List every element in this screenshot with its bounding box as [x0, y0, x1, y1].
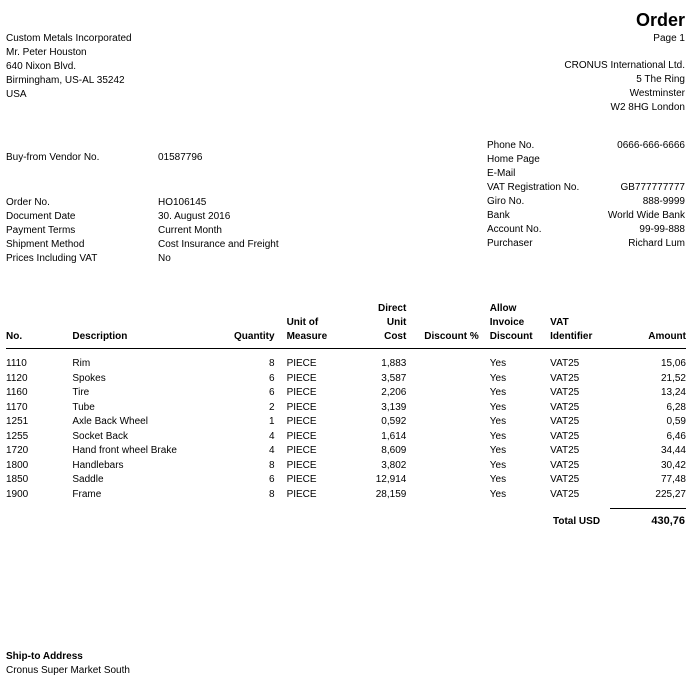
col-direct-unit-cost: Direct Unit Cost — [360, 302, 406, 349]
line-discount — [406, 444, 478, 459]
line-discount — [406, 372, 478, 387]
purchaser-value: Richard Lum — [628, 238, 685, 249]
line-quantity: 8 — [269, 358, 275, 369]
line-vat-identifier: VAT25 — [550, 459, 580, 471]
line-unit-of-measure: PIECE — [286, 459, 317, 471]
line-direct-unit-cost: 28,159 — [375, 488, 407, 500]
email-label: E-Mail — [487, 168, 516, 179]
giro-value: 888-9999 — [642, 196, 685, 207]
line-description: Frame — [72, 488, 102, 500]
line-direct-unit-cost: 0,592 — [381, 416, 407, 427]
col-no: No. — [6, 302, 72, 349]
company-address-line: 5 The Ring — [636, 74, 685, 85]
line-direct-unit-cost: 3,802 — [381, 459, 407, 471]
table-row — [6, 386, 686, 401]
line-quantity: 4 — [269, 445, 275, 456]
payment-terms-value: Current Month — [158, 225, 222, 236]
bank-label: Bank — [487, 210, 510, 221]
total-label: Total USD — [553, 516, 601, 527]
line-vat-identifier: VAT25 — [550, 401, 580, 413]
payment-terms-label: Payment Terms — [6, 225, 76, 236]
line-discount — [406, 386, 478, 401]
document-date-value: 30. August 2016 — [158, 211, 231, 222]
line-description: Hand front wheel Brake — [72, 445, 177, 456]
line-direct-unit-cost: 3,139 — [381, 401, 407, 413]
line-vat-identifier: VAT25 — [550, 430, 580, 442]
line-amount: 6,28 — [666, 401, 686, 413]
line-vat-identifier: VAT25 — [550, 488, 580, 500]
table-row — [6, 473, 686, 488]
company-address — [564, 59, 685, 115]
ship-to-heading: Ship-to Address — [6, 651, 83, 662]
col-discount: Discount % — [406, 302, 478, 349]
vendor-address-line: 640 Nixon Blvd. — [6, 61, 77, 72]
phone-value: 0666-666-6666 — [617, 140, 685, 151]
line-quantity: 6 — [269, 372, 275, 384]
line-description: Tube — [72, 401, 95, 413]
line-no: 1251 — [6, 416, 29, 427]
line-vat-identifier: VAT25 — [550, 387, 580, 398]
page-title: Order — [635, 10, 685, 30]
line-vat-identifier: VAT25 — [550, 445, 580, 456]
table-header-row — [6, 302, 686, 349]
purchaser-label: Purchaser — [487, 238, 533, 249]
vendor-address-line: USA — [6, 89, 27, 100]
line-description: Tire — [72, 387, 90, 398]
line-unit-of-measure: PIECE — [286, 445, 317, 456]
shipment-method-label: Shipment Method — [6, 239, 85, 250]
vendor-address-line: Birmingham, US-AL 35242 — [6, 75, 125, 86]
line-no: 1120 — [6, 372, 28, 384]
line-allow-invoice-discount: Yes — [489, 488, 507, 500]
line-allow-invoice-discount: Yes — [489, 416, 507, 427]
total-rule — [610, 508, 686, 509]
shipment-method-value: Cost Insurance and Freight — [158, 239, 279, 250]
line-unit-of-measure: PIECE — [286, 387, 317, 398]
company-info-values — [608, 139, 685, 251]
line-unit-of-measure: PIECE — [286, 488, 317, 500]
line-description: Axle Back Wheel — [72, 416, 148, 427]
line-vat-identifier: VAT25 — [550, 372, 580, 384]
line-amount: 21,52 — [660, 372, 686, 384]
line-direct-unit-cost: 1,614 — [381, 430, 407, 442]
line-direct-unit-cost: 3,587 — [381, 372, 407, 384]
col-unit-of-measure: Unit of Measure — [275, 302, 361, 349]
phone-label: Phone No. — [487, 140, 535, 151]
line-quantity: 1 — [269, 416, 275, 427]
line-quantity: 6 — [269, 387, 275, 398]
line-amount: 34,44 — [660, 445, 686, 456]
line-discount — [406, 473, 478, 488]
table-row — [6, 401, 686, 416]
line-allow-invoice-discount: Yes — [489, 474, 507, 485]
col-allow-invoice-discount: Allow Invoice Discount — [479, 302, 550, 349]
home-page-value — [608, 153, 685, 167]
line-amount: 13,24 — [660, 387, 686, 398]
table-row — [6, 349, 686, 372]
vendor-address-line: Mr. Peter Houston — [6, 47, 87, 58]
vat-reg-label: VAT Registration No. — [487, 182, 580, 193]
line-amount: 0,59 — [666, 416, 686, 427]
table-row — [6, 444, 686, 459]
line-description: Spokes — [72, 372, 106, 384]
line-unit-of-measure: PIECE — [286, 401, 317, 413]
line-no: 1255 — [6, 430, 29, 442]
col-amount: Amount — [612, 302, 686, 349]
line-allow-invoice-discount: Yes — [489, 387, 507, 398]
line-allow-invoice-discount: Yes — [489, 459, 507, 471]
line-description: Saddle — [72, 474, 104, 485]
line-quantity: 4 — [269, 430, 275, 442]
home-page-label: Home Page — [487, 154, 540, 165]
order-no-label: Order No. — [6, 197, 50, 208]
line-direct-unit-cost: 8,609 — [381, 445, 407, 456]
bank-value: World Wide Bank — [607, 210, 685, 221]
company-info-labels — [487, 139, 579, 251]
line-no: 1900 — [6, 488, 29, 500]
line-amount: 77,48 — [660, 474, 686, 485]
table-row — [6, 415, 686, 430]
col-quantity: Quantity — [213, 302, 274, 349]
document-date-label: Document Date — [6, 211, 76, 222]
line-quantity: 6 — [269, 474, 275, 485]
line-description: Handlebars — [72, 459, 124, 471]
line-amount: 15,06 — [660, 358, 686, 369]
line-vat-identifier: VAT25 — [550, 416, 580, 427]
line-quantity: 8 — [269, 459, 275, 471]
line-amount: 6,46 — [666, 430, 686, 442]
ship-to-name: Cronus Super Market South — [6, 665, 130, 676]
line-quantity: 2 — [269, 401, 275, 413]
email-value — [608, 167, 685, 181]
line-unit-of-measure: PIECE — [286, 372, 317, 384]
line-allow-invoice-discount: Yes — [489, 430, 507, 442]
line-quantity: 8 — [269, 488, 275, 500]
order-lines-table — [6, 302, 686, 502]
line-description: Rim — [72, 358, 91, 369]
account-label: Account No. — [487, 224, 542, 235]
vat-reg-value: GB777777777 — [620, 182, 685, 193]
vendor-address-line: Custom Metals Incorporated — [6, 33, 132, 44]
line-no: 1850 — [6, 474, 29, 485]
line-no: 1110 — [6, 358, 27, 369]
line-amount: 30,42 — [660, 459, 686, 471]
order-info-labels — [6, 196, 97, 266]
line-allow-invoice-discount: Yes — [489, 445, 507, 456]
table-row — [6, 488, 686, 503]
table-row — [6, 430, 686, 445]
line-allow-invoice-discount: Yes — [489, 372, 507, 384]
line-unit-of-measure: PIECE — [286, 430, 317, 442]
line-no: 1720 — [6, 445, 29, 456]
prices-incl-vat-label: Prices Including VAT — [6, 253, 98, 264]
line-allow-invoice-discount: Yes — [489, 401, 507, 413]
line-discount — [406, 459, 478, 474]
total-value: 430,76 — [651, 515, 685, 527]
line-direct-unit-cost: 1,883 — [381, 358, 407, 369]
line-no: 1170 — [6, 401, 28, 413]
col-vat-identifier: VAT Identifier — [550, 302, 611, 349]
company-address-line: W2 8HG London — [610, 102, 685, 113]
company-address-line: Westminster — [629, 88, 685, 99]
line-allow-invoice-discount: Yes — [489, 358, 507, 369]
table-row — [6, 459, 686, 474]
line-vat-identifier: VAT25 — [550, 474, 580, 485]
vendor-no-value: 01587796 — [158, 152, 203, 163]
line-unit-of-measure: PIECE — [286, 474, 317, 485]
line-discount — [406, 401, 478, 416]
line-no: 1800 — [6, 459, 29, 471]
line-direct-unit-cost: 12,914 — [375, 474, 407, 485]
company-address-line: CRONUS International Ltd. — [564, 60, 685, 71]
line-discount — [406, 349, 478, 372]
line-amount: 225,27 — [655, 488, 686, 500]
account-value: 99-99-888 — [639, 224, 685, 235]
order-no-value: HO106145 — [158, 197, 207, 208]
line-vat-identifier: VAT25 — [550, 358, 580, 369]
line-unit-of-measure: PIECE — [286, 416, 317, 427]
order-lines — [6, 349, 686, 503]
page-number: Page 1 — [653, 33, 685, 44]
vendor-address — [6, 32, 132, 102]
giro-label: Giro No. — [487, 196, 525, 207]
vendor-no-label: Buy-from Vendor No. — [6, 152, 100, 163]
line-description: Socket Back — [72, 430, 128, 442]
line-discount — [406, 415, 478, 430]
line-discount — [406, 488, 478, 503]
table-row — [6, 372, 686, 387]
col-description: Description — [72, 302, 213, 349]
prices-incl-vat-value: No — [158, 253, 171, 264]
order-info-values — [158, 196, 279, 266]
line-unit-of-measure: PIECE — [286, 358, 317, 369]
line-no: 1160 — [6, 387, 28, 398]
line-discount — [406, 430, 478, 445]
line-direct-unit-cost: 2,206 — [381, 387, 407, 398]
